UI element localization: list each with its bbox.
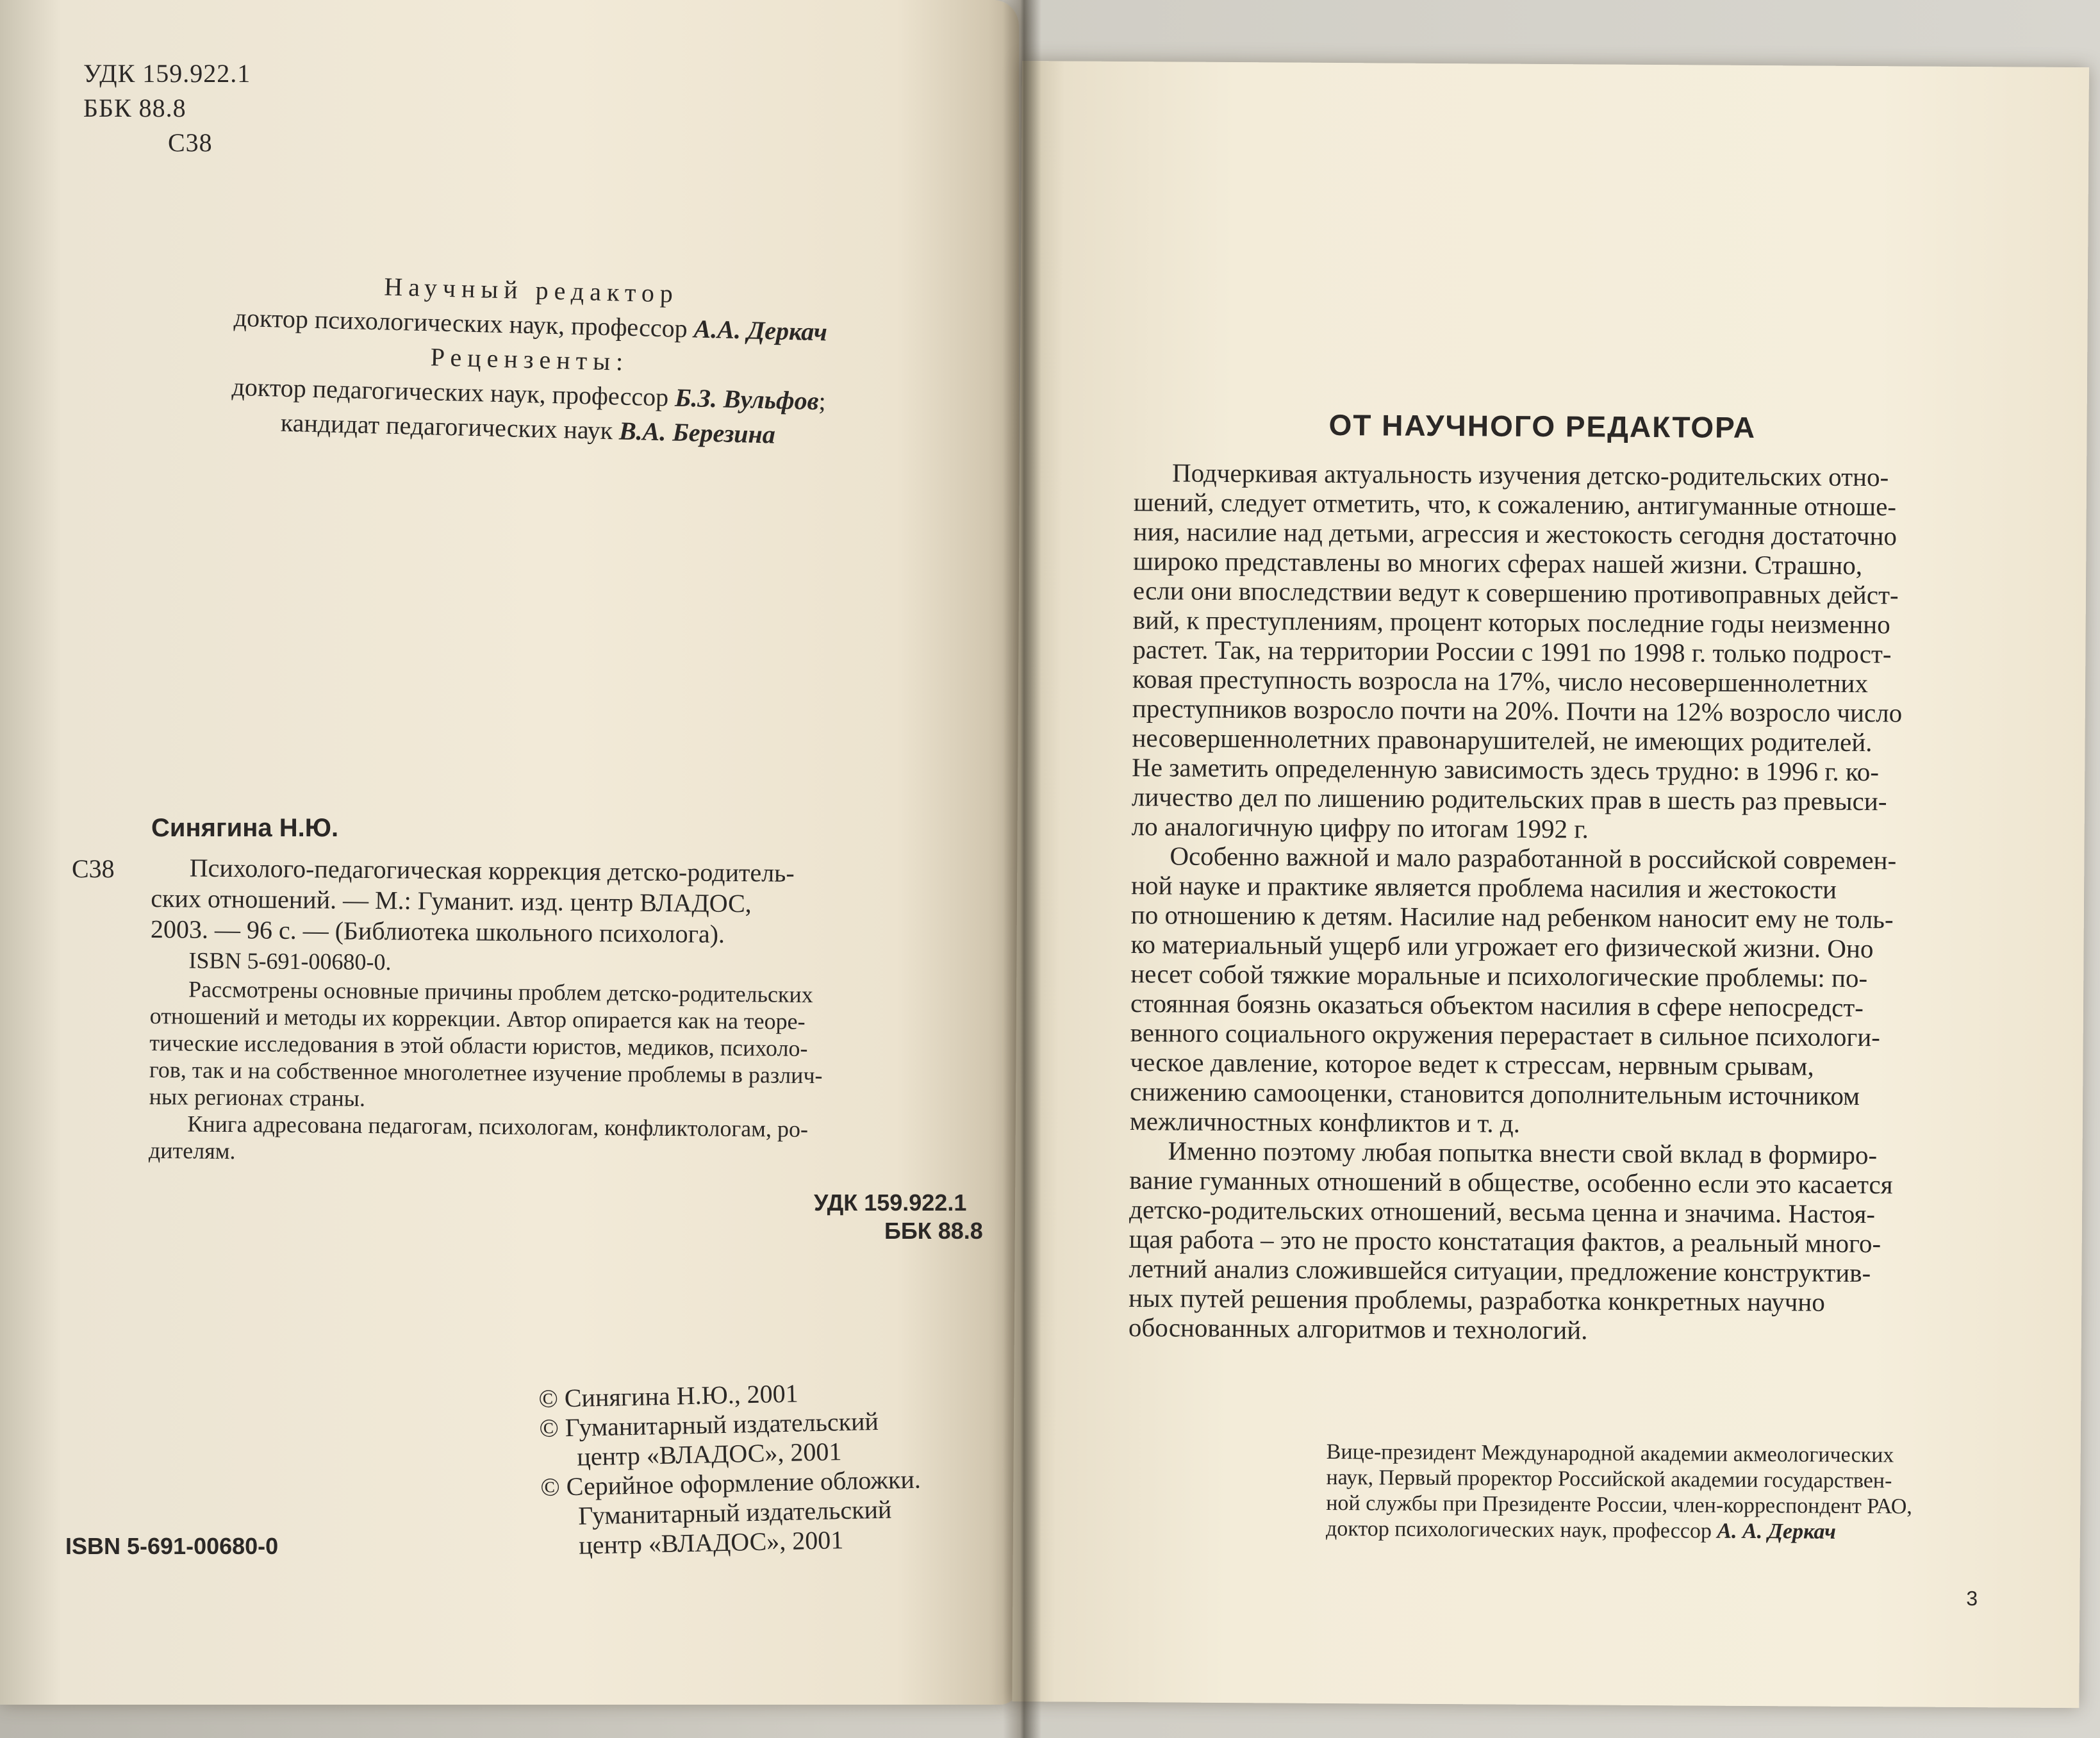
record-udk: УДК 159.922.1 [814, 1189, 967, 1216]
record-mark: С38 [72, 854, 115, 883]
text-line: ческое давление, которое ведет к стрессам, нервным срывам, [1130, 1047, 1814, 1081]
reviewer-2-prefix: кандидат педагогических наук [280, 408, 620, 445]
reviewer-1-suffix: ; [818, 386, 827, 416]
scientific-editor-label: Научный редактор [383, 272, 679, 308]
scientific-editor-prefix: доктор психологических наук, профессор [233, 302, 695, 343]
text-line: ковая преступность возросла на 17%, число несовершеннолетних [1132, 664, 1869, 699]
text-line: обоснованных алгоритмов и технологий. [1128, 1312, 1588, 1345]
text-line: ло аналогичную цифру по итогам 1992 г. [1131, 811, 1589, 844]
record-bbk: ББК 88.8 [884, 1218, 983, 1244]
text-line: Именно поэтому любая попытка внести свой вклад в формиро- [1168, 1136, 1878, 1170]
annotation-line: дителям. [148, 1137, 236, 1164]
signature-block [1326, 1439, 1987, 1546]
text-line: снижению самооценки, становится дополнительным источником [1130, 1077, 1860, 1111]
signature-name: А. А. Деркач [1717, 1519, 1836, 1544]
reviewer-1-name: Б.З. Вульфов [674, 383, 820, 416]
record-line: ских отношений. — М.: Гуманит. изд. центр ВЛАДОС, [151, 883, 752, 918]
scientific-editor-name: А.А. Деркач [693, 314, 828, 347]
text-line: шений, следует отметить, что, к сожалению, антигуманные отноше- [1133, 487, 1897, 522]
signature-line [1326, 1516, 1986, 1546]
text-line: венного социального окружения перерастает в сильное психологи- [1130, 1018, 1881, 1052]
copyright-line: центр «ВЛАДОС», 2001 [576, 1437, 842, 1471]
left-page [0, 0, 1019, 1705]
reviewer-2-name: В.А. Березина [618, 416, 776, 449]
bbk-code: ББК 88.8 [83, 94, 186, 122]
text-line: межличностных конфликтов и т. д. [1129, 1106, 1521, 1138]
text-line: Не заметить определенную зависимость здесь трудно: в 1996 г. ко- [1132, 752, 1880, 787]
copyright-line: центр «ВЛАДОС», 2001 [578, 1525, 844, 1560]
text-line: летний анализ сложившейся ситуации, предложение конструктив- [1129, 1254, 1871, 1288]
text-line: растет. Так, на территории России с 1991 по 1998 г. только подрост- [1132, 634, 1892, 669]
record-isbn: ISBN 5-691-00680-0. [188, 947, 392, 975]
text-line: несет собой тяжкие моральные и психологические проблемы: по- [1130, 959, 1868, 993]
text-line: ния, насилие над детьми, агрессия и жестокость сегодня достаточно [1133, 517, 1897, 551]
copyright-line: © Серийное оформление обложки. [540, 1464, 922, 1502]
text-line: вание гуманных отношений в обществе, особенно если это касается [1129, 1165, 1893, 1200]
record-body [149, 852, 971, 1171]
text-line: вий, к преступлениям, процент которых последние годы неизменно [1132, 605, 1890, 640]
paragraph-2 [1130, 841, 1990, 1141]
copyright-block [538, 1377, 922, 1561]
record-line: Психолого-педагогическая коррекция детско-родитель- [189, 853, 795, 888]
annotation-line: ных регионах страны. [149, 1083, 366, 1111]
paragraph-3 [1129, 1136, 1988, 1347]
section-heading: ОТ НАУЧНОГО РЕДАКТОРА [1328, 408, 1757, 445]
signature-line: наук, Первый проректор Российской академии государствен- [1326, 1465, 1892, 1493]
text-line: ко материальный ущерб или угрожает его физической жизни. Оно [1130, 929, 1874, 964]
credits-block [104, 263, 954, 456]
text-line: личество дел по лишению родительских прав в шесть раз превыси- [1131, 782, 1887, 816]
record-author: Синягина Н.Ю. [151, 814, 339, 842]
copyright-line: © Синягина Н.Ю., 2001 [538, 1378, 799, 1413]
annotation-line: Книга адресована педагогам, психологам, конфликтологам, ро- [187, 1111, 809, 1142]
isbn: ISBN 5-691-00680-0 [65, 1533, 279, 1559]
text-line: широко представлены во многих сферах нашей жизни. Страшно, [1133, 546, 1863, 581]
annotation-line: тические исследования в этой области юристов, медиков, психоло- [149, 1029, 808, 1061]
reviewer-1-prefix: доктор педагогических наук, профессор [231, 372, 675, 412]
text-line: если они впоследствии ведут к совершению противоправных дейст- [1132, 575, 1899, 610]
text-line: несовершеннолетних правонарушителей, не имеющих родителей. [1132, 723, 1873, 757]
text-line: стоянная боязнь оказаться объектом насилия в сфере непосредст- [1130, 988, 1864, 1023]
text-line: детско-родительских отношений, весьма ценна и значима. Настоя- [1129, 1195, 1876, 1229]
annotation-line: отношений и методы их коррекции. Автор опирается как на теоре- [149, 1002, 806, 1034]
author-mark: С38 [168, 128, 213, 157]
text-line: Подчеркивая актуальность изучения детско-родительских отно- [1171, 458, 1889, 492]
text-line: преступников возросло почти на 20%. Почти на 12% возросло число [1132, 693, 1903, 728]
book-gutter [1003, 0, 1041, 1738]
record-line: 2003. — 96 с. — (Библиотека школьного психолога). [150, 914, 725, 948]
right-page [1012, 61, 2089, 1708]
signature-line: ной службы при Президенте России, член-корреспондент РАО, [1326, 1491, 1912, 1519]
text-line: ных путей решения проблемы, разработка конкретных научно [1129, 1283, 1825, 1317]
text-line: ной науке и практике является проблема насилия и жестокости [1131, 870, 1837, 904]
reviewers-label: Рецензенты: [430, 342, 629, 376]
copyright-line: © Гуманитарный издательский [538, 1406, 879, 1443]
paragraph-1 [1132, 458, 1993, 846]
text-line: по отношению к детям. Насилие над ребенком наносит ему не толь- [1130, 900, 1894, 934]
signature-line: Вице-президент Международной академии акмеологических [1326, 1439, 1894, 1468]
editor-foreword [1129, 458, 1992, 1347]
signature-prefix: доктор психологических наук, профессор [1325, 1516, 1717, 1543]
annotation-line: гов, так и на собственное многолетнее изучение проблемы в различ- [149, 1056, 823, 1089]
copyright-line: Гуманитарный издательский [577, 1494, 892, 1530]
annotation-line: Рассмотрены основные причины проблем детско-родительских [188, 976, 813, 1008]
text-line: Особенно важной и мало разработанной в российской современ- [1170, 841, 1897, 875]
text-line: щая работа – это не просто констатация фактов, а реальный много- [1129, 1224, 1881, 1259]
page-number: 3 [1966, 1587, 1978, 1610]
udk-code: УДК 159.922.1 [83, 59, 251, 88]
